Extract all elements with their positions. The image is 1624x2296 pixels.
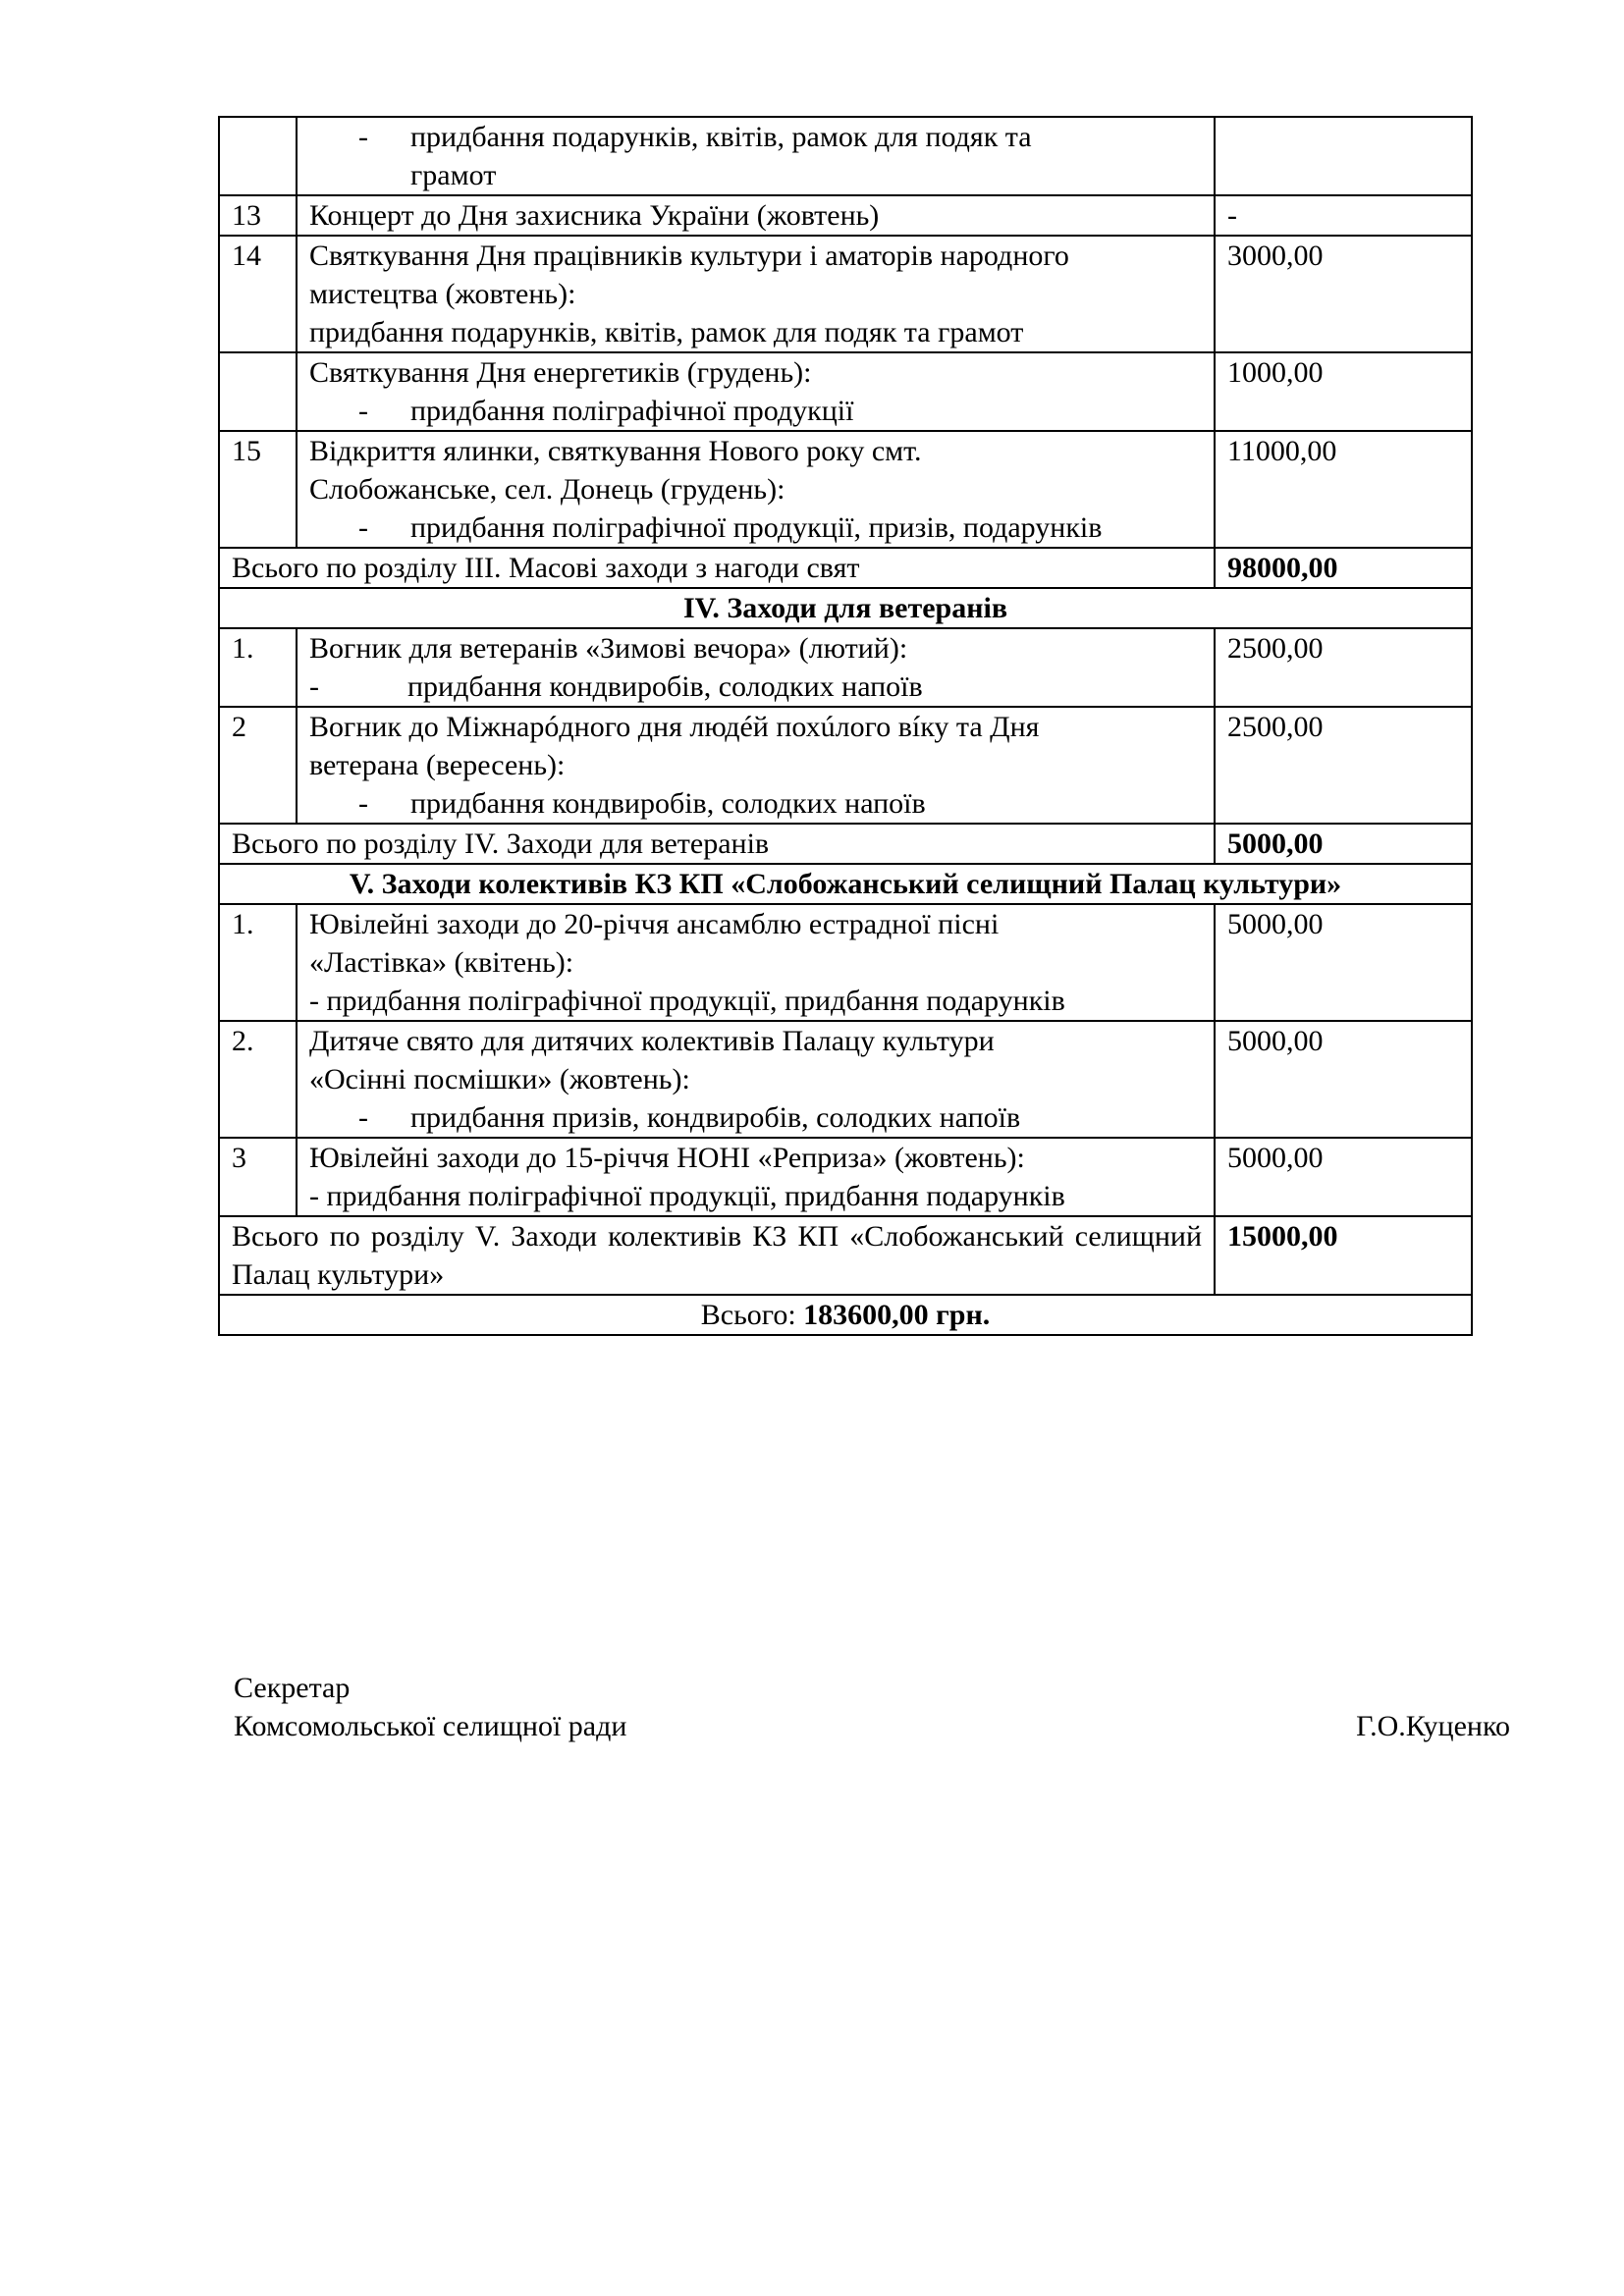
row-text: Ювілейні заходи до 15-річчя НОНІ «Реприза» (жовтень): xyxy=(309,1142,1025,1174)
table-row xyxy=(219,707,1472,824)
section-total-row xyxy=(219,824,1472,864)
row-amount: 5000,00 xyxy=(1215,904,1472,1021)
row-description xyxy=(297,904,1215,1021)
section-total-label: Всього по розділу IV. Заходи для ветеранів xyxy=(219,824,1215,864)
budget-table xyxy=(218,116,1473,1336)
row-number: 3 xyxy=(219,1138,297,1216)
row-amount: 1000,00 xyxy=(1215,352,1472,431)
row-description xyxy=(297,707,1215,824)
row-number: 13 xyxy=(219,195,297,236)
signature-org: Комсомольської селищної ради xyxy=(234,1710,627,1742)
section-total-amount: 5000,00 xyxy=(1215,824,1472,864)
row-number xyxy=(219,352,297,431)
row-text: придбання подарунків, квітів, рамок для подяк та грамот xyxy=(309,316,1024,348)
grand-total xyxy=(219,1295,1472,1335)
grand-total-label: Всього: xyxy=(700,1299,804,1331)
table-row xyxy=(219,904,1472,1021)
row-text: «Осінні посмішки» (жовтень): xyxy=(309,1063,690,1095)
section-header-row xyxy=(219,588,1472,628)
row-text: придбання поліграфічної продукції, призів, подарунків xyxy=(410,511,1103,544)
bullet-dash: - xyxy=(358,121,368,153)
section-total-label: Всього по розділу V. Заходи колективів КЗ КП «Слобожанський селищний Палац культури» xyxy=(219,1216,1215,1295)
row-description xyxy=(297,431,1215,548)
row-number: 14 xyxy=(219,236,297,352)
table-row xyxy=(219,1021,1472,1138)
signature-block xyxy=(234,1669,1510,1745)
row-text: придбання кондвиробів, солодких напоїв xyxy=(407,670,923,703)
row-amount: 3000,00 xyxy=(1215,236,1472,352)
row-text: ветерана (вересень): xyxy=(309,749,566,781)
row-text: Святкування Дня працівників культури і аматорів народного xyxy=(309,240,1069,272)
section-total-row xyxy=(219,548,1472,588)
row-text: Вогник для ветеранів «Зимові вечора» (лютий): xyxy=(309,632,908,665)
section-total-label: Всього по розділу ІІІ. Масові заходи з нагоди свят xyxy=(219,548,1215,588)
row-text: придбання поліграфічної продукції xyxy=(410,395,854,427)
row-text: Вогник до Міжнарóдного дня людéй похúлого вíку та Дня xyxy=(309,711,1040,743)
row-text: - придбання поліграфічної продукції, придбання подарунків xyxy=(309,985,1065,1017)
row-description xyxy=(297,628,1215,707)
row-text: Святкування Дня енергетиків (грудень): xyxy=(309,356,812,389)
row-text: грамот xyxy=(410,159,497,191)
row-text: придбання призів, кондвиробів, солодких напоїв xyxy=(410,1101,1021,1134)
row-text: - придбання поліграфічної продукції, придбання подарунків xyxy=(309,1180,1065,1212)
row-description: Концерт до Дня захисника України (жовтень) xyxy=(297,195,1215,236)
table-row xyxy=(219,117,1472,195)
row-description xyxy=(297,352,1215,431)
signature-name: Г.О.Куценко xyxy=(1356,1710,1510,1742)
bullet-dash: - xyxy=(358,511,368,544)
row-number xyxy=(219,117,297,195)
row-description xyxy=(297,1021,1215,1138)
bullet-dash: - xyxy=(358,787,368,820)
row-amount xyxy=(1215,117,1472,195)
row-text: Слобожанське, сел. Донець (грудень): xyxy=(309,473,785,506)
table-row xyxy=(219,195,1472,236)
section-total-row xyxy=(219,1216,1472,1295)
row-text: мистецтва (жовтень): xyxy=(309,278,576,310)
section-header-row xyxy=(219,864,1472,904)
bullet-dash: - xyxy=(358,395,368,427)
row-description xyxy=(297,236,1215,352)
row-amount: - xyxy=(1215,195,1472,236)
grand-total-value: 183600,00 грн. xyxy=(803,1299,991,1331)
row-amount: 11000,00 xyxy=(1215,431,1472,548)
row-number: 1. xyxy=(219,628,297,707)
row-amount: 2500,00 xyxy=(1215,707,1472,824)
section-total-amount: 98000,00 xyxy=(1215,548,1472,588)
table-row xyxy=(219,1138,1472,1216)
row-number: 2. xyxy=(219,1021,297,1138)
row-text: Ювілейні заходи до 20-річчя ансамблю естрадної пісні xyxy=(309,908,1000,940)
table-row xyxy=(219,628,1472,707)
row-text: Відкриття ялинки, святкування Нового року смт. xyxy=(309,435,922,467)
table-row xyxy=(219,236,1472,352)
row-number: 15 xyxy=(219,431,297,548)
row-text: придбання подарунків, квітів, рамок для подяк та xyxy=(410,121,1032,153)
table-row xyxy=(219,352,1472,431)
row-amount: 5000,00 xyxy=(1215,1138,1472,1216)
section-total-amount: 15000,00 xyxy=(1215,1216,1472,1295)
row-description xyxy=(297,1138,1215,1216)
section-title: V. Заходи колективів КЗ КП «Слобожанський селищний Палац культури» xyxy=(219,864,1472,904)
section-title: IV. Заходи для ветеранів xyxy=(219,588,1472,628)
table-row xyxy=(219,431,1472,548)
row-amount: 5000,00 xyxy=(1215,1021,1472,1138)
signature-title: Секретар xyxy=(234,1672,351,1704)
row-text: Дитяче свято для дитячих колективів Палацу культури xyxy=(309,1025,995,1057)
row-number: 2 xyxy=(219,707,297,824)
row-amount: 2500,00 xyxy=(1215,628,1472,707)
row-number: 1. xyxy=(219,904,297,1021)
grand-total-row xyxy=(219,1295,1472,1335)
row-text: придбання кондвиробів, солодких напоїв xyxy=(410,787,926,820)
row-description xyxy=(297,117,1215,195)
row-text: «Ластівка» (квітень): xyxy=(309,946,574,979)
bullet-dash: - xyxy=(309,670,319,703)
bullet-dash: - xyxy=(358,1101,368,1134)
